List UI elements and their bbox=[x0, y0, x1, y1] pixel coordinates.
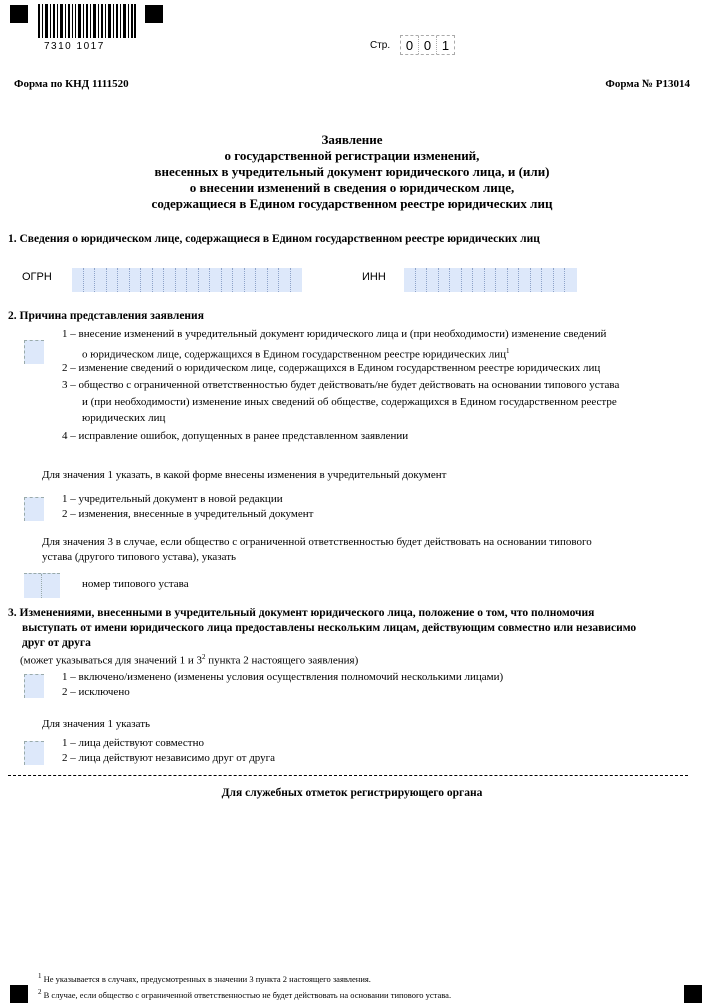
change-form-option-2: 2 – изменения, внесенные в учредительный документ bbox=[62, 508, 314, 520]
footnote-2: $^2$ В случае, если общество с ограниченной ответственностью не будет действовать на основании типового устава. bbox=[38, 988, 452, 1000]
action-note: Для значения 1 указать bbox=[42, 718, 151, 730]
footnote-ref-1: 1 bbox=[506, 347, 510, 355]
action-option-2: 2 – лица действуют независимо друг от друга bbox=[62, 752, 276, 764]
ogrn-label: ОГРН bbox=[22, 271, 52, 283]
corner-marker-top-right bbox=[145, 5, 163, 23]
title-line: внесенных в учредительный документ юридического лица, и (или) bbox=[154, 164, 550, 179]
section-3-title-cont: выступать от имени юридического лица предоставлены нескольким лицам, действующим совместно или независимо bbox=[22, 622, 637, 634]
service-marks-title: Для служебных отметок регистрирующего органа bbox=[221, 787, 483, 799]
corner-marker-bottom-right bbox=[684, 985, 702, 1003]
footnote-1: $^1$ Не указывается в случаях, предусмотренных в значении 3 пункта 2 настоящего заявления. bbox=[38, 972, 371, 984]
reason-option-2: 2 – изменение сведений о юридическом лице, содержащихся в Едином государственном реестре юридических лиц bbox=[62, 362, 601, 374]
powers-option-2: 2 – исключено bbox=[62, 686, 130, 698]
title-line: содержащиеся в Едином государственном реестре юридических лиц bbox=[151, 196, 553, 211]
charter-note-cont: устава (другого типового устава), указать bbox=[42, 551, 237, 563]
title-line: Заявление bbox=[321, 132, 383, 147]
inn-input[interactable] bbox=[404, 268, 577, 292]
section-1-title: 1. Сведения о юридическом лице, содержащиеся в Едином государственном реестре юридических лиц bbox=[8, 233, 540, 245]
reason-option-3-cont2: юридических лиц bbox=[82, 412, 166, 424]
corner-marker-top-left bbox=[10, 5, 28, 23]
page-digit: 0 bbox=[419, 36, 437, 54]
reason-option-1-cont: о юридическом лице, содержащихся в Едином государственном реестре юридических лиц$^1$ bbox=[82, 347, 510, 361]
document-title bbox=[0, 132, 704, 212]
form-note: Для значения 1 указать, в какой форме внесены изменения в учредительный документ bbox=[42, 469, 447, 481]
reason-option-3-cont: и (при необходимости) изменение иных сведений об обществе, содержащихся в Едином государственном реестре bbox=[82, 396, 617, 408]
footnote-ref-2: 2 bbox=[201, 653, 206, 661]
powers-code-input[interactable] bbox=[24, 674, 44, 698]
inn-label: ИНН bbox=[362, 271, 386, 283]
reason-code-input[interactable] bbox=[24, 340, 44, 364]
barcode-number: 7310 1017 bbox=[44, 41, 105, 52]
ogrn-input[interactable] bbox=[72, 268, 302, 292]
charter-note: Для значения 3 в случае, если общество с ограниченной ответственностью будет действовать на основании типового bbox=[42, 536, 592, 548]
form-number: Форма № Р13014 bbox=[605, 78, 690, 90]
change-form-input[interactable] bbox=[24, 497, 44, 521]
reason-option-3: 3 – общество с ограниченной ответственностью будет действовать/не будет действовать на основании типового устава bbox=[62, 379, 620, 391]
corner-marker-bottom-left bbox=[10, 985, 28, 1003]
section-3-title-cont2: друг от друга bbox=[22, 637, 91, 649]
divider bbox=[8, 775, 688, 776]
reason-option-4: 4 – исправление ошибок, допущенных в ранее представленном заявлении bbox=[62, 430, 409, 442]
charter-number-input[interactable] bbox=[24, 573, 60, 598]
barcode bbox=[38, 4, 136, 38]
action-code-input[interactable] bbox=[24, 741, 44, 765]
section-3-title: 3. Изменениями, внесенными в учредительный документ юридического лица, положение о том, что полномочия bbox=[8, 607, 595, 619]
reason-option-1: 1 – внесение изменений в учредительный документ юридического лица и (при необходимости) изменение сведений bbox=[62, 328, 607, 340]
form-knd-code: Форма по КНД 1111520 bbox=[14, 78, 129, 90]
charter-number-label: номер типового устава bbox=[82, 578, 189, 590]
page-label: Стр. bbox=[370, 40, 391, 51]
title-line: о внесении изменений в сведения о юридическом лице, bbox=[189, 180, 515, 195]
page-digit: 0 bbox=[401, 36, 419, 54]
title-line: о государственной регистрации изменений, bbox=[224, 148, 480, 163]
section-3-note: (может указываться для значений 1 и $3^2$ пункта 2 настоящего заявления) bbox=[20, 653, 359, 667]
page-digit: 1 bbox=[441, 37, 450, 53]
section-2-title: 2. Причина представления заявления bbox=[8, 310, 204, 322]
change-form-option-1: 1 – учредительный документ в новой редакции bbox=[62, 493, 283, 505]
powers-option-1: 1 – включено/изменено (изменены условия осуществления полномочий несколькими лицами) bbox=[62, 671, 504, 683]
action-option-1: 1 – лица действуют совместно bbox=[62, 737, 204, 749]
page-number-cells bbox=[400, 35, 455, 55]
